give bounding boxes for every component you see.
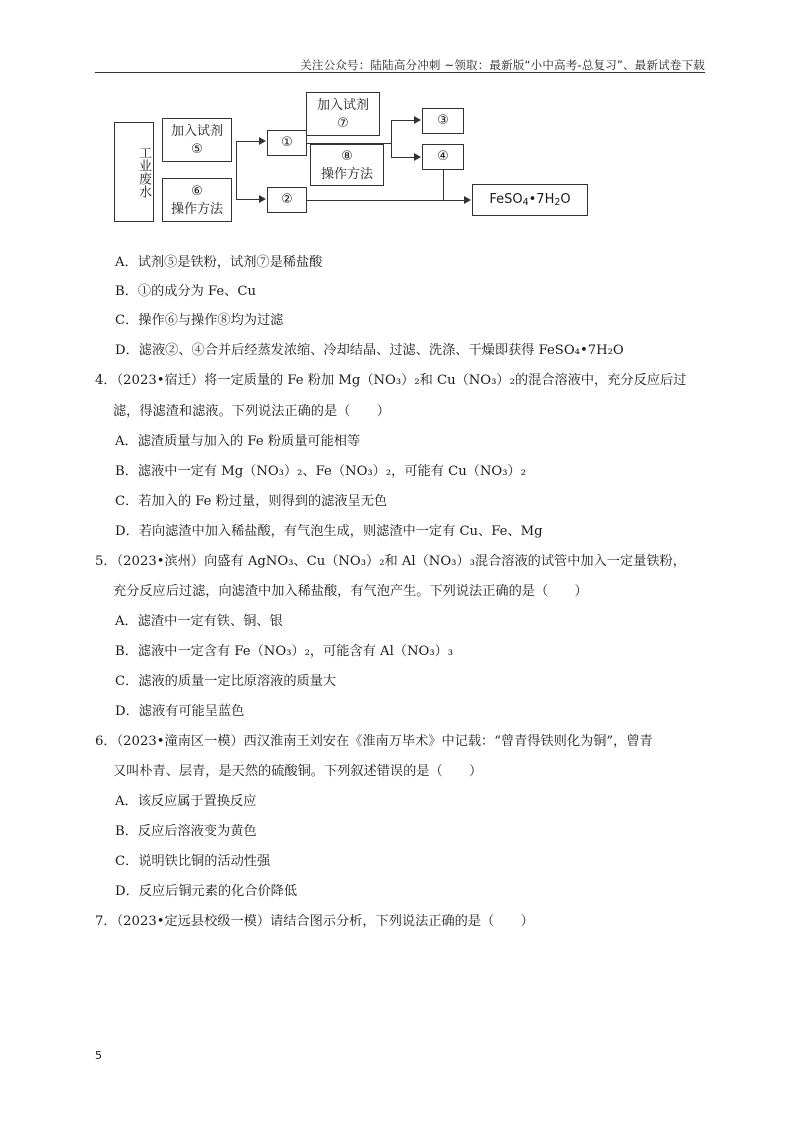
node-1-label: ① (281, 135, 293, 150)
q6-stem-line1: 6．（2023•潼南区一模）西汉淮南王刘安在《淮南万毕术》中记载：“曾青得铁则化为铜”，曾青 (95, 734, 653, 749)
connector (391, 120, 392, 158)
connector (391, 157, 415, 158)
page-number: 5 (95, 1049, 102, 1062)
product-formula: FeSO4•7H2O (489, 192, 571, 208)
q5-option-b: B．滤液中一定含有 Fe（NO₃）₂，可能含有 Al（NO₃）₃ (115, 644, 454, 659)
node-2-box (267, 187, 307, 213)
method-6-number: ⑥ (191, 184, 203, 199)
waste-label: 工业废水 (136, 146, 151, 198)
reagent-7-number: ⑦ (337, 116, 349, 131)
q3-option-c: C．操作⑥与操作⑧均为过滤 (115, 313, 284, 328)
arrow (464, 196, 471, 204)
connector (236, 141, 260, 142)
node-2-label: ② (281, 192, 293, 207)
node-4-label: ④ (437, 149, 449, 164)
page-header: 关注公众号：陆陆高分冲刺 ~领取：最新版“小中高考-总复习”、最新试卷下载 (300, 58, 705, 72)
arrow (259, 195, 266, 203)
q6-option-c: C．说明铁比铜的活动性强 (115, 854, 271, 869)
node-3-label: ③ (437, 113, 449, 128)
connector (443, 170, 444, 200)
node-1-box (267, 130, 307, 156)
reagent-7-label: 加入试剂 (316, 98, 369, 113)
method-8-number: ⑧ (341, 149, 353, 164)
q5-option-a: A．滤渣中一定有铁、铜、银 (115, 614, 283, 629)
reagent-5-label: 加入试剂 (170, 124, 223, 139)
connector (236, 199, 260, 200)
q5-option-c: C．滤液的质量一定比原溶液的质量大 (115, 674, 337, 689)
arrow (259, 137, 266, 145)
q5-stem-line1: 5．（2023•滨州）向盛有 AgNO₃、Cu（NO₃）₂和 Al（NO₃）₃混合溶液的试管中加入一定量铁粉， (95, 554, 686, 569)
method-6-label: 操作方法 (170, 202, 223, 217)
q5-stem-line2: 充分反应后过滤，向滤渣中加入稀盐酸，有气泡产生。下列说法正确的是（ ） (113, 584, 588, 599)
reagent-7-box (306, 92, 380, 136)
method-8-box (310, 144, 384, 186)
connector (236, 141, 237, 199)
reagent-5-box (162, 118, 232, 162)
q4-stem-line2: 滤，得滤渣和滤液。下列说法正确的是（ ） (113, 404, 390, 419)
q6-option-a: A．该反应属于置换反应 (115, 794, 257, 809)
q4-option-b: B．滤液中一定有 Mg（NO₃）₂、Fe（NO₃）₂，可能有 Cu（NO₃）₂ (115, 464, 526, 479)
product-box (472, 184, 588, 216)
q3-option-d: D．滤液②、④合并后经蒸发浓缩、冷却结晶、过滤、洗涤、干燥即获得 FeSO₄•7H₂O (115, 343, 624, 358)
q6-stem-line2: 又叫朴青、层青，是天然的硫酸铜。下列叙述错误的是（ ） (113, 764, 483, 779)
q7-stem-line1: 7．（2023•定远县校级一模）请结合图示分析，下列说法正确的是（ ） (95, 914, 534, 929)
method-8-label: 操作方法 (320, 167, 373, 182)
node-4-box (422, 144, 464, 170)
q5-option-d: D．滤液有可能呈蓝色 (115, 704, 245, 719)
waste-box (114, 122, 154, 222)
q6-option-d: D．反应后铜元素的化合价降低 (115, 884, 298, 899)
q3-option-b: B．①的成分为 Fe、Cu (115, 284, 257, 299)
connector (307, 200, 465, 201)
q6-option-b: B．反应后溶液变为黄色 (115, 824, 257, 839)
flow-diagram (110, 92, 610, 232)
connector (307, 143, 391, 144)
arrow (414, 116, 421, 124)
q4-option-d: D．若向滤渣中加入稀盐酸，有气泡生成，则滤渣中一定有 Cu、Fe、Mg (115, 524, 543, 539)
header-divider (95, 72, 705, 73)
arrow (414, 153, 421, 161)
q4-option-a: A．滤渣质量与加入的 Fe 粉质量可能相等 (115, 434, 361, 449)
connector (391, 120, 415, 121)
reagent-5-number: ⑤ (191, 142, 203, 157)
q4-stem-line1: 4．（2023•宿迁）将一定质量的 Fe 粉加 Mg（NO₃）₂和 Cu（NO₃）₂的混合溶液中，充分反应后过 (95, 373, 687, 388)
q3-option-a: A．试剂⑤是铁粉，试剂⑦是稀盐酸 (115, 255, 323, 270)
q4-option-c: C．若加入的 Fe 粉过量，则得到的滤液呈无色 (115, 494, 388, 509)
node-3-box (422, 108, 464, 134)
method-6-box (162, 178, 232, 222)
